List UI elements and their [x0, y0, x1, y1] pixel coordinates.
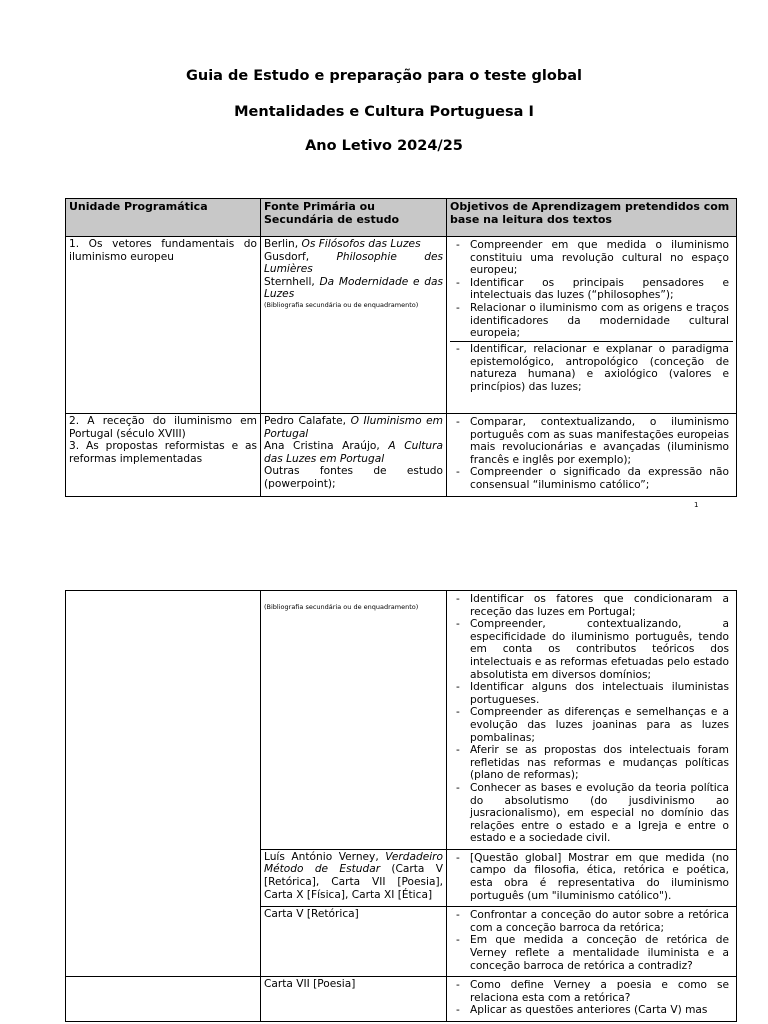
table-row — [66, 237, 737, 414]
objectives-cell — [447, 849, 737, 906]
objectives-list — [453, 416, 729, 492]
objective-item: - Identificar os fatores que condicionaram a receção das luzes em Portugal; — [453, 593, 729, 618]
objectives-cell — [447, 907, 737, 977]
header-source: Fonte Primária ou Secundária de estudo — [261, 199, 447, 237]
objective-item: - Conhecer as bases e evolução da teoria política do absolutismo (do jusdivinismo ao jusracionalismo), em especial no domínio das relações entre o estado e a Igreja e entre o estado e a sociedade civil. — [453, 782, 729, 845]
objectives-list — [453, 593, 729, 845]
objective-item: - Compreender as diferenças e semelhanças e a evolução das luzes joaninas para as luzes pombalinas; — [453, 706, 729, 744]
source-cell — [261, 414, 447, 497]
source-title: Philosophie des Lumières — [264, 250, 443, 276]
unit-item: 3. As propostas reformistas e as reformas implementadas — [69, 440, 257, 465]
study-guide-table-page2 — [65, 590, 737, 1022]
objective-item: - Como define Verney a poesia e como se relaciona esta com a retórica? — [453, 979, 729, 1004]
source-cell: Carta V [Retórica] — [261, 907, 447, 977]
unit-cell — [66, 591, 261, 977]
table-row — [66, 977, 737, 1022]
unit-item: 2. A receção do iluminismo em Portugal (século XVIII) — [69, 415, 257, 440]
objectives-cell — [447, 414, 737, 497]
objectives-cell — [447, 237, 737, 414]
source-cell — [261, 591, 447, 850]
source-title: Verdadeiro Método de Estudar — [264, 850, 443, 876]
unit-cell: 1. Os vetores fundamentais do iluminismo europeu — [66, 237, 261, 414]
header-unit: Unidade Programática — [66, 199, 261, 237]
objective-item: - Relacionar o iluminismo com as origens e traços identificadores da modernidade cultural europeia; — [453, 302, 729, 340]
unit-cell — [66, 414, 261, 497]
source-author: Luís António Verney, — [264, 850, 386, 863]
study-guide-table-page1 — [65, 198, 737, 497]
objectives-list — [453, 852, 729, 902]
source-cell — [261, 849, 447, 906]
objective-item: - Confrontar a conceção do autor sobre a retórica com a conceção barroca da retórica; — [453, 909, 729, 934]
unit-cell — [66, 977, 261, 1022]
source-author: Gusdorf, — [264, 250, 337, 263]
objective-item: - Compreender, contextualizando, a especificidade do iluminismo português, tendo em conta os contributos teóricos dos intelectuais e as reformas efetuadas pelo estado absolutista em diversos domínios; — [453, 618, 729, 681]
objectives-list — [453, 979, 729, 1017]
objectives-cell — [447, 977, 737, 1022]
page-number: 1 — [694, 501, 699, 509]
source-author: Berlin, — [264, 238, 302, 250]
objective-item: - Compreender em que medida o iluminismo constituiu uma revolução cultural no espaço europeu; — [453, 239, 729, 277]
objectives-list — [453, 909, 729, 972]
objectives-list — [453, 343, 729, 393]
course-subject: Mentalidades e Cultura Portuguesa I — [234, 104, 534, 120]
academic-year: Ano Letivo 2024/25 — [305, 138, 463, 154]
objective-item: - Aferir se as propostas dos intelectuais foram refletidas nas reformas e mudanças políticas (plano de reformas); — [453, 744, 729, 782]
table-row — [66, 591, 737, 850]
objectives-list — [453, 239, 729, 340]
objective-item: - Identificar os principais pensadores e intelectuais das luzes (“philosophes”); — [453, 277, 729, 302]
source-title: Da Modernidade e das Luzes — [264, 275, 443, 301]
source-author: Pedro Calafate, — [264, 415, 351, 427]
source-detail: (Carta V [Retórica], Carta VII [Poesia], Carta X [Física], Carta XI [Ética] — [264, 863, 443, 901]
objective-item: - Identificar alguns dos intelectuais iluministas portugueses. — [453, 681, 729, 706]
source-author: Ana Cristina Araújo, — [264, 440, 389, 453]
source-title: A Cultura das Luzes em Portugal — [264, 440, 443, 465]
source-cell — [261, 237, 447, 414]
source-author: Sternhell, — [264, 275, 320, 288]
source-title: O Iluminismo em Portugal — [264, 415, 443, 440]
table-header-row — [66, 199, 737, 237]
objective-item: - Em que medida a conceção de retórica de Verney reflete a mentalidade iluminista e a conceção barroca de retórica a contradiz? — [453, 934, 729, 972]
objective-item: - Identificar, relacionar e explanar o paradigma epistemológico, antropológico (conceção de natureza humana) e axiológico (valores e princípios) das luzes; — [453, 343, 729, 393]
header-objectives: Objetivos de Aprendizagem pretendidos com base na leitura dos textos — [447, 199, 737, 237]
document-title: Guia de Estudo e preparação para o teste global — [185, 68, 583, 84]
bibliography-note: (Bibliografia secundária ou de enquadramento) — [264, 603, 419, 611]
bibliography-note: (Bibliografia secundária ou de enquadramento) — [264, 300, 419, 309]
table-row — [66, 414, 737, 497]
source-item: Outras fontes de estudo (powerpoint); — [264, 465, 443, 490]
source-title: Os Filósofos das Luzes — [301, 238, 421, 250]
objective-item: - Compreender o significado da expressão não consensual “iluminismo católico”; — [453, 466, 729, 491]
source-cell: Carta VII [Poesia] — [261, 977, 447, 1022]
objective-item: - Aplicar as questões anteriores (Carta V) mas — [453, 1004, 729, 1017]
objectives-cell — [447, 591, 737, 850]
objective-item: - [Questão global] Mostrar em que medida (no campo da filosofia, ética, retórica e poética, esta obra é representativa do iluminismo português (um "iluminismo católico"). — [453, 852, 729, 902]
objective-item: - Comparar, contextualizando, o iluminismo português com as suas manifestações europeias mais revolucionárias e avançadas (iluminismo francês e inglês por exemplo); — [453, 416, 729, 466]
